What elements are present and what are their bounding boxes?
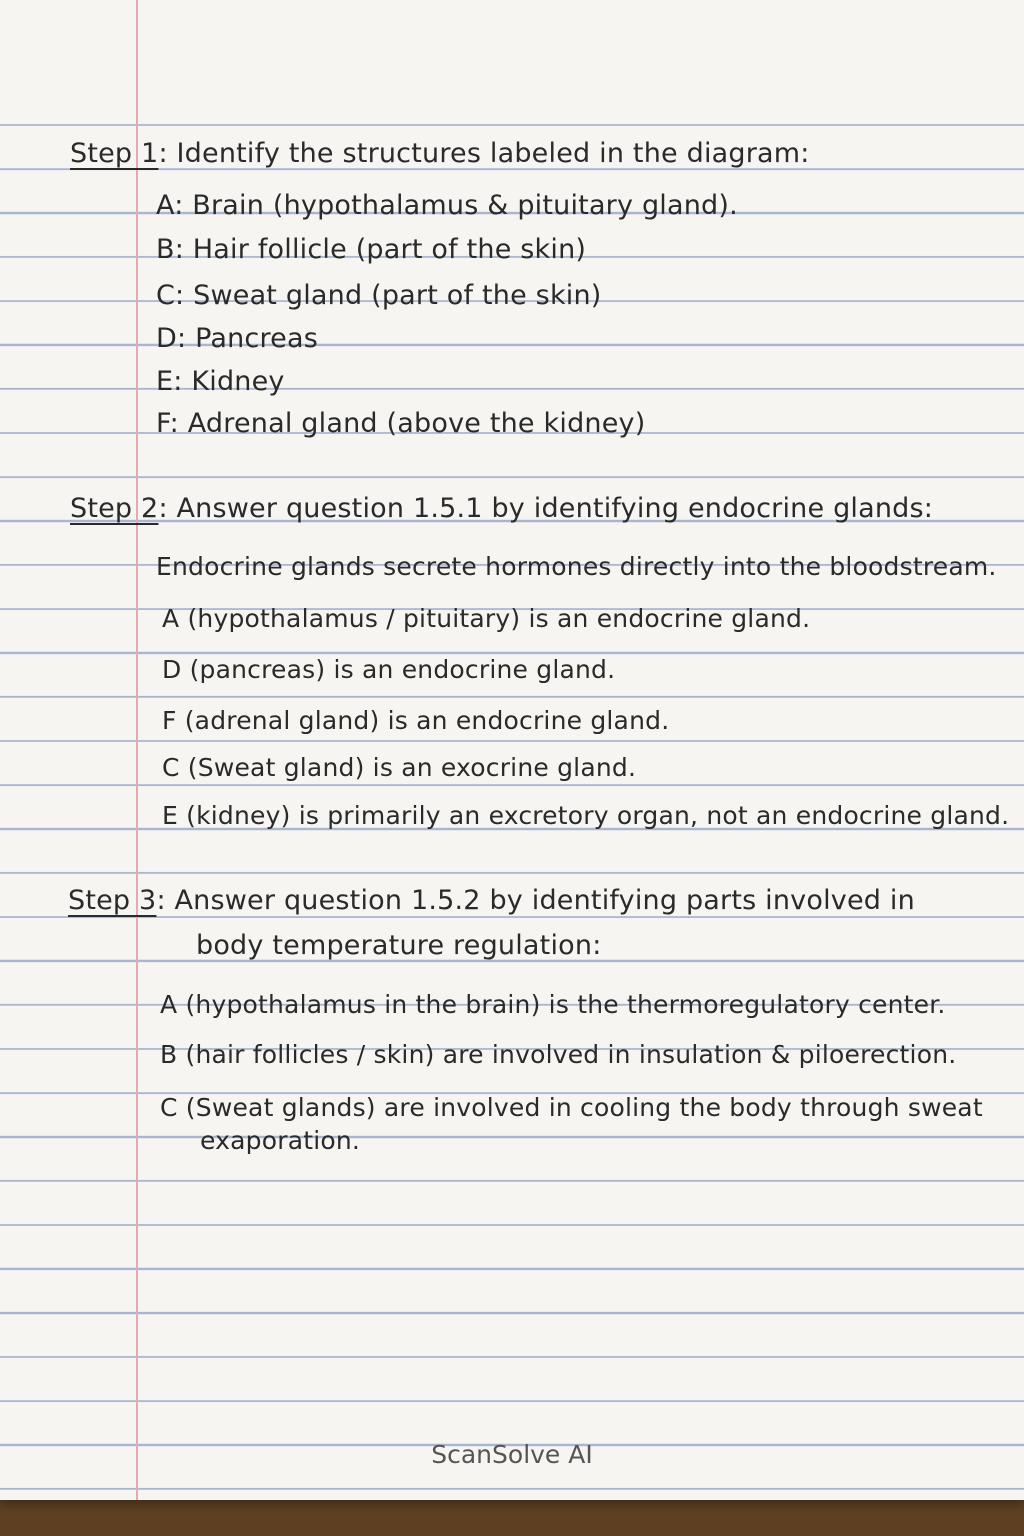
step2-item-d: D (pancreas) is an endocrine gland. bbox=[162, 655, 616, 684]
step2-item-e: E (kidney) is primarily an excretory organ, not an endocrine gland. bbox=[162, 801, 1010, 830]
step2-item-f: F (adrenal gland) is an endocrine gland. bbox=[162, 706, 670, 735]
step1-item-a: A: Brain (hypothalamus & pituitary gland). bbox=[156, 190, 738, 221]
step1-item-d: D: Pancreas bbox=[156, 323, 318, 354]
step1-item-c: C: Sweat gland (part of the skin) bbox=[156, 280, 602, 311]
step3-heading-line2: body temperature regulation: bbox=[196, 930, 602, 961]
step2-heading-text: : Answer question 1.5.1 by identifying endocrine glands: bbox=[158, 493, 934, 524]
step3-item-b: B (hair follicles / skin) are involved in insulation & piloerection. bbox=[160, 1040, 957, 1069]
step1-label: Step 1 bbox=[70, 138, 159, 169]
step1-heading-text: : Identify the structures labeled in the diagram: bbox=[158, 138, 810, 169]
step2-label: Step 2 bbox=[70, 493, 159, 524]
footer-brand: ScanSolve AI bbox=[431, 1440, 593, 1469]
step1-heading bbox=[70, 138, 810, 169]
step3-item-c-continued: exaporation. bbox=[200, 1126, 361, 1155]
step2-intro: Endocrine glands secrete hormones directly into the bloodstream. bbox=[156, 552, 997, 581]
step3-heading bbox=[68, 885, 915, 916]
step3-heading-text: : Answer question 1.5.2 by identifying parts involved in bbox=[156, 885, 915, 916]
step1-item-b: B: Hair follicle (part of the skin) bbox=[156, 234, 587, 265]
step2-heading bbox=[70, 493, 933, 524]
step3-item-a: A (hypothalamus in the brain) is the thermoregulatory center. bbox=[160, 990, 946, 1019]
step2-item-c: C (Sweat gland) is an exocrine gland. bbox=[162, 753, 637, 782]
step1-item-f: F: Adrenal gland (above the kidney) bbox=[156, 408, 646, 439]
step3-label: Step 3 bbox=[68, 885, 157, 916]
step2-item-a: A (hypothalamus / pituitary) is an endocrine gland. bbox=[162, 604, 811, 633]
margin-line bbox=[136, 0, 138, 1500]
step1-item-e: E: Kidney bbox=[156, 366, 285, 397]
step3-item-c: C (Sweat glands) are involved in cooling the body through sweat bbox=[160, 1093, 983, 1122]
